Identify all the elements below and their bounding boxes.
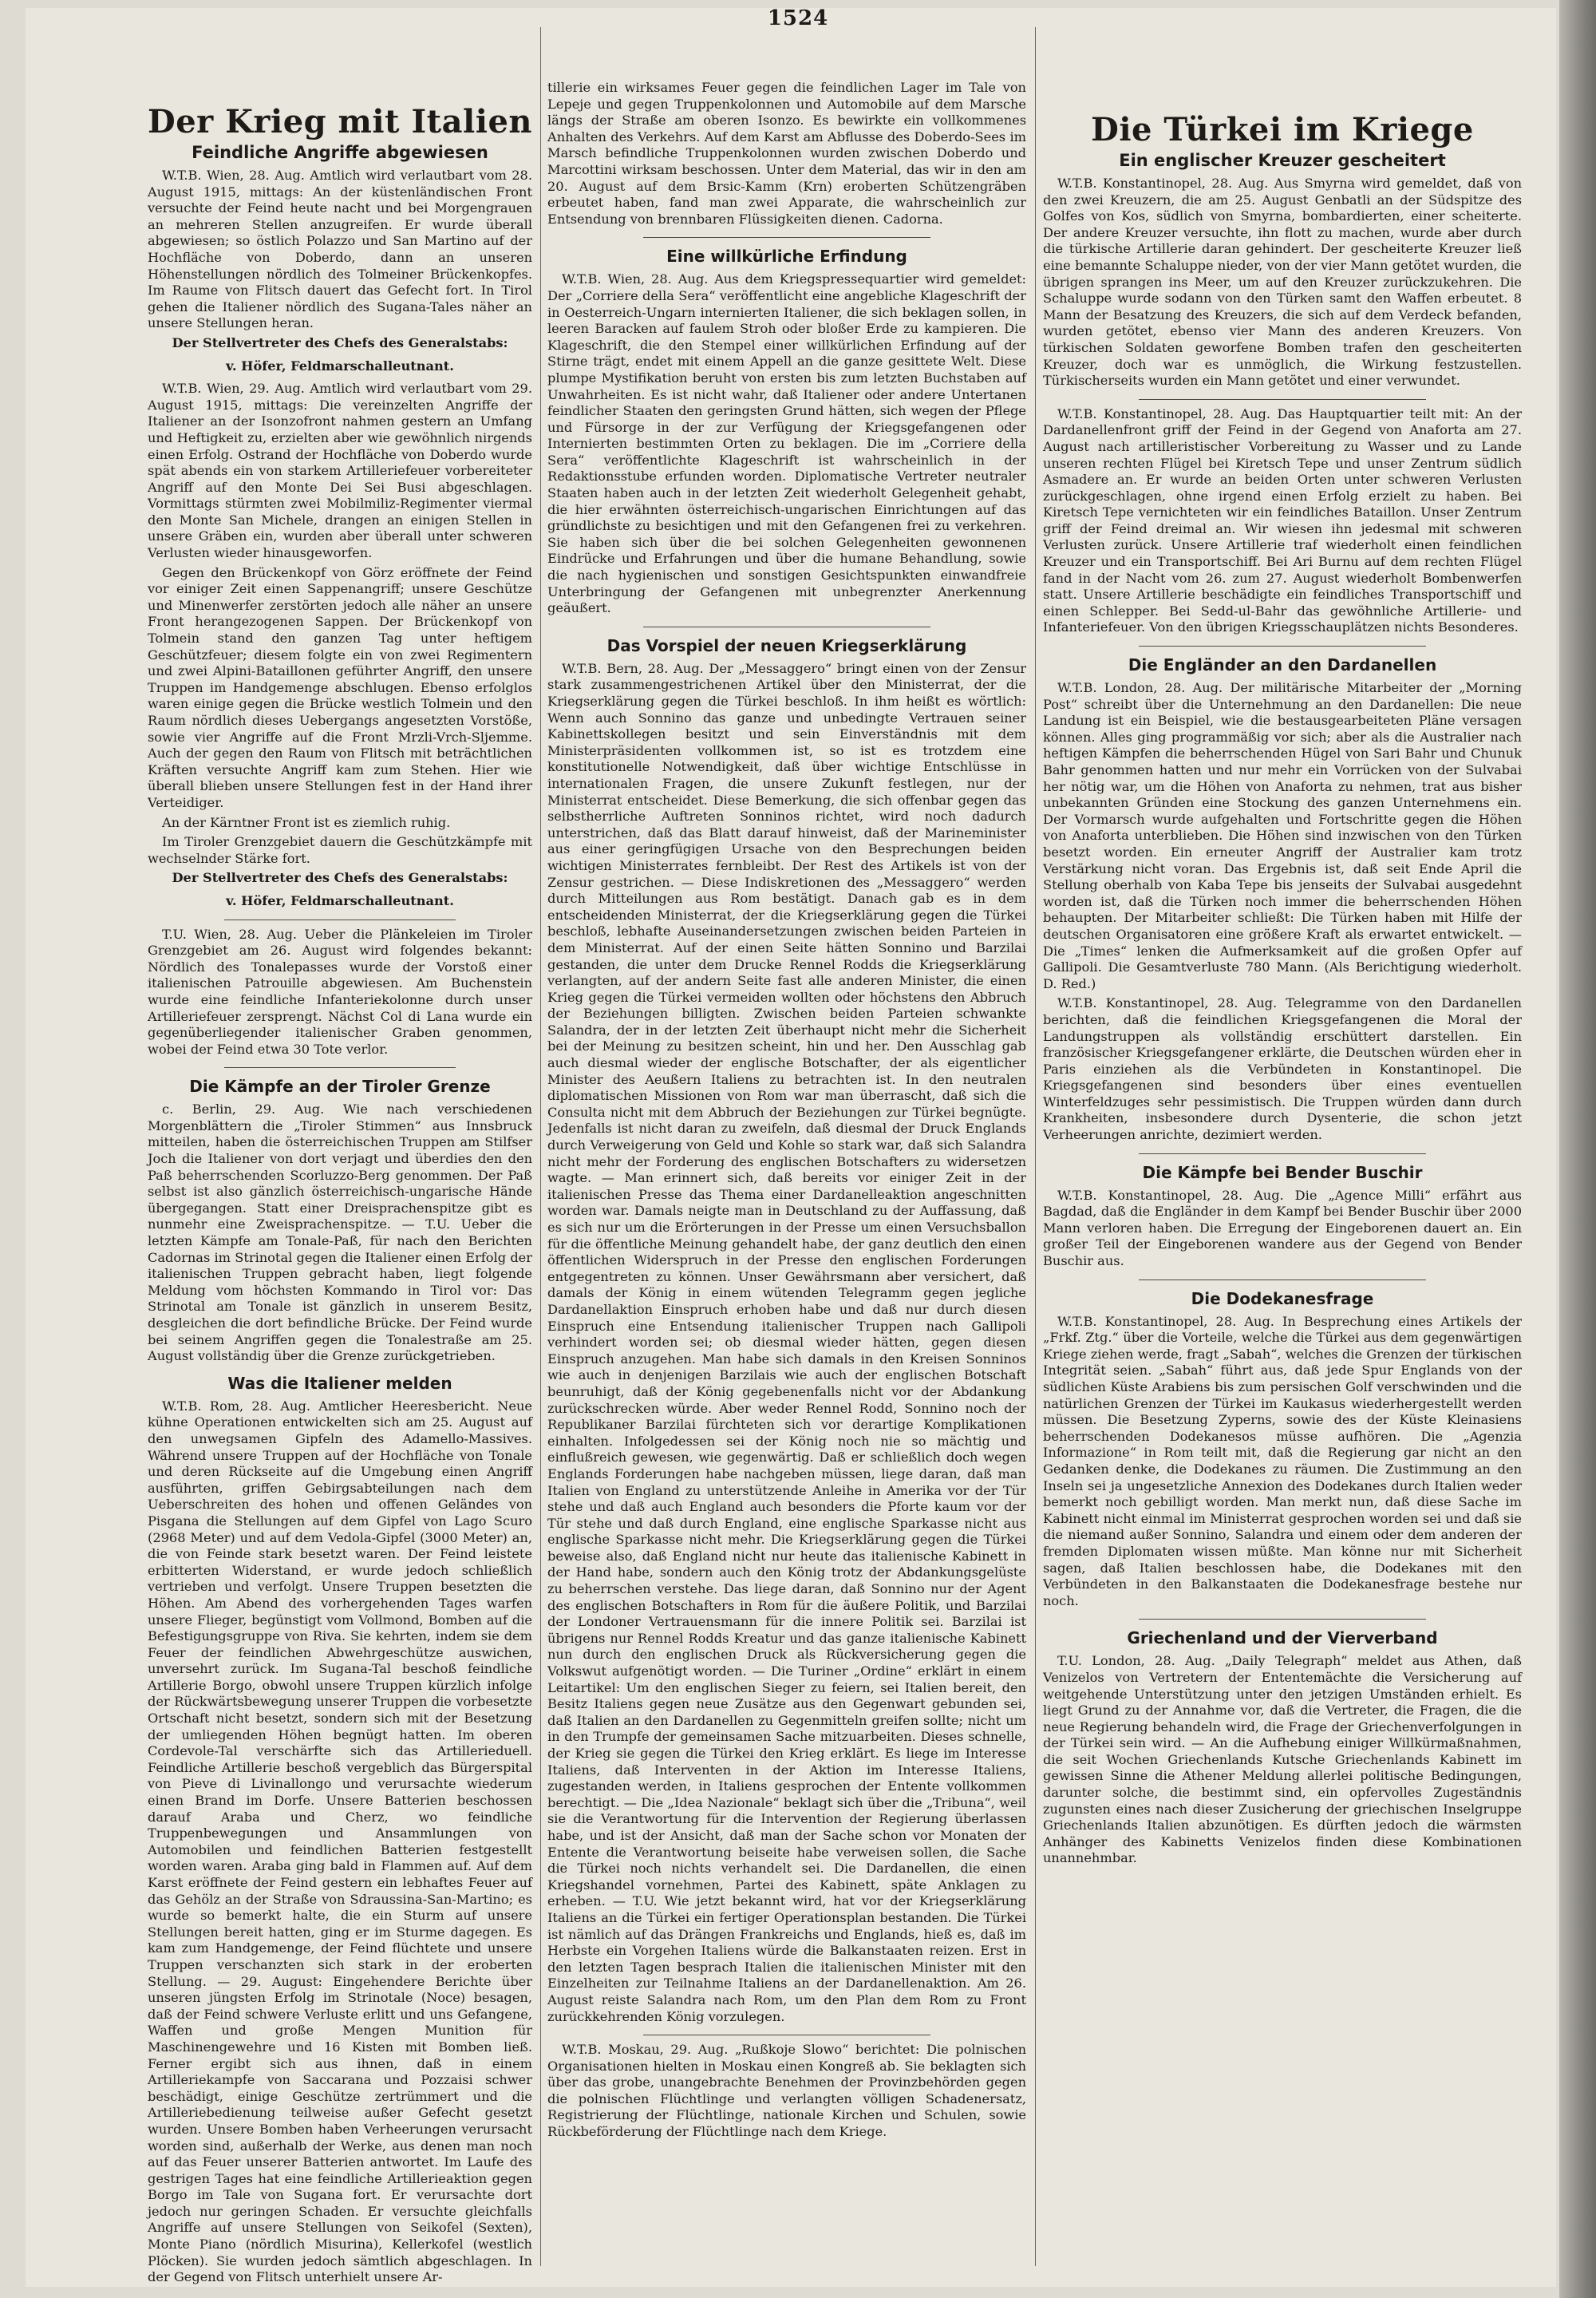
- paragraph: tillerie ein wirksames Feuer gegen die feindlichen Lager im Tale von Lepeje und gegen Truppenkolonnen und Automobile auf dem Marsche längs der Straße am oberen Isonzo. Es bewirkte ein vollkommenes Anhalten des Verkehrs. Auf dem Karst am Abflusse des Doberdo-Sees im Marsch befindliche Truppenkolonnen wurden zwischen Doberdo und Marcottini wirksam beschossen. Unter dem Material, das wir in den am 20. August auf dem Brsic-Kamm (Krn) eroberten Schützengräben erbeutet haben, fand man zwei Apparate, die wahrscheinlich zur Entsendung von brennbaren Flüssigkeiten dienen. Cadorna.: [547, 80, 1026, 227]
- signature: Der Stellvertreter des Chefs des Generalstabs:: [172, 870, 508, 886]
- separator-rule: [643, 237, 930, 238]
- section-heading: Das Vorspiel der neuen Kriegserklärung: [606, 635, 967, 655]
- paragraph: W.T.B. Konstantinopel, 28. Aug. Aus Smyrna wird gemeldet, daß von den zwei Kreuzern, die am 25. August Genbatli an der Südspitze des Golfes von Kos, südlich von Smyrna, bombardierten, einer scheiterte. Der andere Kreuzer versuchte, ihn flott zu machen, wurde aber durch die türkische Artillerie daran gehindert. Der gescheiterte Kreuzer ließ eine bemannte Schaluppe nieder, von der vier Mann getötet wurden, die übrigen sprangen ins Meer, um auf den Kreuzer zurückzukehren. Die Schaluppe wurde sodann von den Türken samt den Waffen erbeutet. 8 Mann der Besatzung des Kreuzers, die sich auf dem Verdeck befanden, wurden getötet, ebenso vier Mann des anderen Kreuzers. Von türkischen Soldaten geworfene Bomben trafen den gescheiterten Kreuzer, doch war es unmöglich, die Wirkung festzustellen. Türkischerseits wurden ein Mann getötet und einer verwundet.: [1043, 176, 1522, 389]
- scan-edge: [1559, 0, 1596, 2298]
- separator-rule: [1139, 1153, 1426, 1154]
- paragraph: W.T.B. Wien, 29. Aug. Amtlich wird verlautbart vom 29. August 1915, mittags: Die vereinzelten Angriffe der Italiener an der Isonzofront nahmen gestern an Umfang und Heftigkeit zu, erzielten aber wie gewöhnlich nirgends einen Erfolg. Ostrand der Hochfläche von Doberdo wurde spät abends ein von starkem Artilleriefeuer vorbereiteter Angriff auf den Monte Dei Sei Busi abgeschlagen. Vormittags stürmten zwei Mobilmiliz-Regimenter viermal den Monte San Michele, drangen an einigen Stellen in unsere Gräben ein, wurden aber überall unter schweren Verlusten wieder hinausgeworfen.: [148, 381, 532, 561]
- article-subtitle: Ein englischer Kreuzer gescheitert: [1119, 151, 1446, 170]
- section-heading: Griechenland und der Vierverband: [1127, 1628, 1438, 1648]
- section-heading: Eine willkürliche Erfindung: [666, 247, 907, 267]
- column-2: [547, 29, 1026, 2250]
- signature: Der Stellvertreter des Chefs des Generalstabs:: [172, 334, 508, 350]
- section-heading: Die Dodekanesfrage: [1191, 1288, 1374, 1308]
- column-divider: [540, 27, 541, 2266]
- paragraph: T.U. London, 28. Aug. „Daily Telegraph“ meldet aus Athen, daß Venizelos von Vertretern der Ententemächte die Versicherung auf weitgehende Unterstützung unter den jetzigen Umständen erhielt. Es liegt Grund zu der Annahme vor, daß die Vertreter, die Fragen, die die neue Regierung behandeln wird, die Frage der Griechenverfolgungen in der Türkei sein wird. — An die Aufhebung einiger Willkürmaßnahmen, die seit Wochen Griechenlands Kutsche Griechenlands Kabinett im gewissen Sinne die Athener Meldung allerlei politische Bedingungen, darunter solche, die bestimmt sind, ein opfervolles Zugeständnis zugunsten eines nach dieser Zusicherung der griechischen Inselgruppe Griechenlands Italien abzunötigen. Es dürften jedoch die wärmsten Anhänger des Kabinetts Venizelos finden diese Kombinationen unannehmbar.: [1043, 1653, 1522, 1866]
- paragraph: W.T.B. Konstantinopel, 28. Aug. Das Hauptquartier teilt mit: An der Dardanellenfront griff der Feind in der Gegend von Anaforta am 27. August nach artilleristischer Vorbereitung zu Wasser und zu Lande unseren rechten Flügel bei Kiretsch Tepe und unser Zentrum südlich Asmadere an. Er wurde an beiden Orten unter schweren Verlusten zurückgeschlagen, ohne irgend einen Erfolg erzielt zu haben. Bei Kiretsch Tepe vernichteten wir ein feindliches Bataillon. Unser Zentrum griff der Feind dreimal an. Wir wiesen ihn jedesmal mit schweren Verlusten zurück. Unsere Artillerie traf wiederholt einen feindlichen Kreuzer und ein Transportschiff. Bei Ari Burnu auf dem rechten Flügel fand in der Nacht vom 26. zum 27. August wiederholt Bombenwerfen statt. Unsere Artillerie beschädigte ein feindliches Transportschiff und einen Schlepper. Bei Sedd-ul-Bahr das gewöhnliche Artillerie- und Infanteriefeuer. Von den übrigen Kriegsschauplätzen nichts Besonderes.: [1043, 405, 1522, 635]
- paragraph: W.T.B. Konstantinopel, 28. Aug. Die „Agence Milli“ erfährt aus Bagdad, daß die Engländer in dem Kampf bei Bender Buschir über 2000 Mann verloren haben. Die Erregung der Eingeborenen dauert an. Ein großer Teil der Eingeborenen wandere aus der Gegend von Bender Buschir aus.: [1043, 1187, 1522, 1269]
- article-title-turkey: Die Türkei im Kriege: [1091, 111, 1474, 148]
- paragraph: W.T.B. Wien, 28. Aug. Amtlich wird verlautbart vom 28. August 1915, mittags: An der küstenländischen Front versuchte der Feind heute nacht und bei Morgengrauen an mehreren Stellen anzugreifen. Er wurde überall abgewiesen; so östlich Polazzo und San Martino auf der Hochfläche von Doberdo, dann an unseren Höhenstellungen nördlich des Tolmeiner Brückenkopfes. Im Raume von Flitsch dauert das Gefecht fort. In Tirol gehen die Italiener nördlich des Sugana-Tales näher an unsere Stellungen heran.: [148, 168, 532, 331]
- paragraph: T.U. Wien, 28. Aug. Ueber die Plänkeleien im Tiroler Grenzgebiet am 26. August wird folgendes bekannt: Nördlich des Tonalepasses wurde der Vorstoß einer italienischen Patrouille abgewiesen. Am Buchenstein wurde eine feindliche Infanteriekolonne durch unser Artilleriefeuer zersprengt. Nächst Col di Lana wurde ein gegenüberliegender italienischer Graben genommen, wobei der Feind etwa 30 Tote verlor.: [148, 926, 532, 1057]
- section-heading: Die Engländer an den Dardanellen: [1128, 655, 1437, 675]
- page-number: 1524: [767, 6, 829, 30]
- signature: v. Höfer, Feldmarschalleutnant.: [226, 358, 454, 374]
- column-3: [1043, 112, 1522, 2250]
- paragraph: An der Kärntner Front ist es ziemlich ruhig.: [162, 814, 451, 830]
- paragraph: W.T.B. Rom, 28. Aug. Amtlicher Heeresbericht. Neue kühne Operationen entwickelten sich am 25. August auf den unwegsamen Gipfeln des Adamello-Massives. Während unsere Truppen auf der Hochfläche von Tonale und deren Rückseite auf die Umgebung einen Angriff ausführten, griffen Gebirgsabteilungen nach dem Ueberschreiten des hohen und offenen Geländes von Pisgana die Stellungen auf dem Gipfel von Lago Scuro (2968 Meter) und auf dem Vedola-Gipfel (3000 Meter) an, die von Feinde stark besetzt waren. Der Feind leistete erbitterten Widerstand, er wurde jedoch schließlich vertrieben und verfolgt. Unsere Truppen besetzten die Höhen. Am Abend des vorhergehenden Tages warfen unsere Flieger, begünstigt vom Vollmond, Bomben auf die Befestigungsgruppe von Riva. Sie kehrten, indem sie dem Feuer der feindlichen Abwehrgeschütze auswichen, unversehrt zurück. Im Sugana-Tal beschoß feindliche Artillerie Borgo, obwohl unsere Truppen kürzlich infolge der Rückwärtsbewegung unserer Truppen die vorbesetzte Ortschaft nicht besetzt, sondern sich mit der Besetzung der umliegenden Höhen begnügt hatten. Im oberen Cordevole-Tal verschärfte sich das Artillerieduell. Feindliche Artillerie beschoß vergeblich das Bürgerspital von Pieve di Livinallongo und verursachte wiederum einen Brand im Dorfe. Unsere Batterien beschossen darauf Araba und Cherz, wo feindliche Truppenbewegungen und Ansammlungen von Automobilen und feindlichen Batterien festgestellt worden waren. Araba ging bald in Flammen auf. Auf dem Karst eröffnete der Feind gestern ein lebhaftes Feuer auf das Gehölz an der Straße von Sdraussina-San-Martino; es wurde so bemerkt halte, die ein Sturm auf unsere Stellungen bereit hatten, ging er im Sturme dagegen. Es kam zum Handgemenge, der Feind flüchtete und unsere Truppen verschanzten sich stark in der eroberten Stellung. — 29. August: Eingehendere Berichte über unseren jüngsten Erfolg im Strinotale (Noce) besagen, daß der Feind schwere Verluste erlitt und uns Gefangene, Waffen und große Mengen Munition für Maschinengewehre und 16 Kisten mit Bomben ließ. Ferner ergibt sich aus ihnen, daß in einem Artilleriekampfe von Saccarana und Pozzaisi schwer beschädigt, einige Geschütze zertrümmert und die Artilleriebedienung teilweise außer Gefecht gesetzt wurden. Unsere Bomben haben Verheerungen verursacht worden sind, außerhalb der Werke, aus denen man noch auf das Feuer unserer Batterien antwortet. Im Laufe des gestrigen Tages hat eine feindliche Artillerieaktion gegen Borgo im Tale von Sugana fort. Er verursachte dort jedoch nur geringen Schaden. Er versuchte gleichfalls Angriffe auf unsere Stellungen von Seikofel (Sexten), Monte Piano (nördlich Misurina), Kellerkofel (westlich Plöcken). Sie wurden jedoch sämtlich abgeschlagen. In der Gegend von Flitsch unterhielt unsere Ar-: [148, 1398, 532, 2285]
- paragraph: W.T.B. Konstantinopel, 28. Aug. Telegramme von den Dardanellen berichten, daß die feindlichen Kriegsgefangenen die Moral der Landungstruppen als vollständig erschüttert darstellen. Ein französischer Kriegsgefangener erklärte, die Deutschen würden eher in Paris einziehen als die Verbündeten in Konstantinopel. Die Kriegsgefangenen sind besonders über eines eventuellen Winterfeldzuges sehr pessimistisch. Die Truppen würden dann durch Krankheiten, insbesondere durch Dysenterie, die schon jetzt Verheerungen anrichte, dezimiert werden.: [1043, 995, 1522, 1143]
- column-1: [148, 103, 532, 2285]
- section-heading: Die Kämpfe an der Tiroler Grenze: [189, 1077, 491, 1097]
- paragraph: Gegen den Brückenkopf von Görz eröffnete der Feind vor einiger Zeit einen Sappenangriff; unsere Geschütze und Minenwerfer zerstörten jedoch alle näher an unsere Front herangezogenen Sappen. Der Brückenkopf von Tolmein stand den ganzen Tag unter heftigem Geschützfeuer; diesem folgte ein von zwei Regimentern und zwei Alpini-Bataillonen geführter Angriff, den unsere Truppen im Handgemenge abschlugen. Ebenso erfolglos waren einige gegen die Brücke westlich Tolmein und den Raum nördlich dieses Uebergangs angesetzten Vorstöße, sowie vier Angriffe auf die Front Mrzli-Vrch-Sljemme. Auch der gegen den Raum von Flitsch mit beträchtlichen Kräften versuchte Angriff kam zum Stehen. Hier wie überall blieben unsere Stellungen fest in der Hand ihrer Verteidiger.: [148, 564, 532, 810]
- separator-rule: [1139, 399, 1426, 400]
- paragraph: W.T.B. Bern, 28. Aug. Der „Messaggero“ bringt einen von der Zensur stark zusammengestrichenen Artikel über den Ministerrat, der die Kriegserklärung gegen die Türkei beschloß. In ihm heißt es wörtlich: Wenn auch Sonnino das ganze und unbedingte Vertrauen seiner Kabinettskollegen besitzt und sein Einverständnis mit dem Ministerpräsidenten vollkommen ist, so ist es trotzdem eine konstitutionelle Notwendigkeit, daß über wichtige Entschlüsse in internationalen Fragen, die unsere Zukunft festlegen, nur der Ministerrat entscheidet. Diese Bemerkung, die sich offenbar gegen das selbstherrliche Auftreten Sonninos richtet, wird noch dadurch unterstrichen, daß das Blatt darauf hinweist, daß der Marineminister aus einer geringfügigen Ursache von den Besprechungen beiden wichtigen Ministerrates fernbleibt. Der Rest des Artikels ist von der Zensur gestrichen. — Diese Indiskretionen des „Messaggero“ werden durch Mitteilungen aus Rom bestätigt. Danach gab es in dem entscheidenden Ministerrat, der die Kriegserklärung gegen die Türkei beschloß, lebhafte Auseinandersetzungen zwischen beiden Parteien in dem Ministerrat. Auf der einen Seite hätten Sonnino und Barzilai gestanden, die unter dem Drucke Rennel Rodds die Kriegserklärung verlangten, auf der andern Seite fast alle anderen Minister, die einen Krieg gegen die Türkei vermeiden wollten oder höchstens den Abbruch der Beziehungen billigten. Zwischen beiden Parteien schwankte Salandra, der in der letzten Zeit überhaupt nicht mehr die Sicherheit bei der Meinung zu besitzen scheint, hin und her. Den Ausschlag gab auch diesmal wieder der englische Botschafter, der als eigentlicher Minister des Aeußern Italiens zu betrachten ist. In den neutralen diplomatischen Missionen von Rom war man überrascht, daß sich die Consulta nicht mit dem Abbruch der Beziehungen zur Türkei begnügte. Jedenfalls ist nicht daran zu zweifeln, daß diesmal der Druck Englands durch Verweigerung von Geld und Kohle so stark war, daß sich Salandra nicht mehr der Forderung des englischen Botschafters zu widersetzen wagte. — Man erinnert sich, daß bereits vor einiger Zeit in der italienischen Presse das Thema einer Dardanelleaktion angeschnitten worden war. Damals neigte man in Deutschland zu der Auffassung, daß es sich nur um die Erörterungen in der Presse um einen Versuchsballon für die öffentliche Meinung gehandelt habe, der ganz deutlich den einen öffentlichen Widerspruch in der Presse den englischen Forderungen entgegentreten zu können. Unser Gewährsmann aber versichert, daß damals der König in einem wütenden Telegramm gegen jegliche Dardanellaktion Einspruch erhoben habe und daß nur durch diesen Einspruch eine Entsendung italienischer Truppen nach Gallipoli verhindert worden sei; ob diesmal wieder hätten, gegen diesen Einspruch anzugehen. Man habe sich damals in den Kreisen Sonninos wie auch in denjenigen Barzilais wie auch der englischen Botschaft beunruhigt, daß der König gegebenenfalls nicht vor der Abdankung zurückschrecken würde. Aber weder Rennel Rodd, Sonnino noch der Republikaner Barzilai fürchteten sich vor derartige Komplikationen einhalten. Infolgedessen sei der König noch nie so mächtig und einflußreich gewesen, wie gegenwärtig. Daß er schließlich doch wegen Englands Forderungen habe nachgeben müssen, liege daran, daß man Italien von England zu unterstützende Anleihe in Amerika vor der Tür stehe und daß auch England auch besonders die Pforte kaum vor der Tür stehe und daß durch England, eine englische Sparkasse nicht aus englische Sparkasse nicht mehr. Die Kriegserklärung gegen die Türkei beweise also, daß England nicht nur heute das italienische Kabinett in der Hand habe, sondern auch den König trotz der Abdankungsgelüste zu beherrschen verstehe. Das liege daran, daß Sonnino nur der Agent des englischen Botschafters in Rom für die äußere Politik, und Barzilai der Londoner Vertrauensmann für die innere Politik sei. Barzilai ist übrigens nur Rennel Rodds Kreatur und das ganze italienische Kabinett nun durch den englischen Druck als Rückversicherung gegen die Volkswut aufgenötigt worden. — Die Turiner „Ordine“ erklärt in einem Leitartikel: Um den englischen Sieger zu feiern, sei Italien bereit, den Besitz Italiens gegen neue Zusätze aus den Gegenwart gebunden sei, daß Italien an den Dardanellen zu Gegenmitteln greifen sollte; nicht um in den Trumpfe der gemeinsamen Sache mitzuarbeiten. Dieses schnelle, der Krieg sie gegen die Türkei den Krieg erklärt. Es liege im Interesse Italiens, daß Interventen in der Aktion im Interesse Italiens, zugestanden werden, in Italiens gesprochen der Entente vollkommen berechtigt. — Die „Idea Nazionale“ beklagt sich über die „Tribuna“, weil sie die Verantwortung für die Intervention der Regierung überlassen habe, und ist der Ansicht, daß man der Sache schon vor Monaten der Entente die Verantwortung beiseite habe verweisen sollen, die Sache die Türkei noch nichts verhandelt sei. Die Dardanellen, die einen Kriegshandel vornehmen, Partei des Kabinett, späte Anklagen zu erheben. — T.U. Wie jetzt bekannt wird, hat vor der Kriegserklärung Italiens an die Türkei ein fertiger Operationsplan bestanden. Die Türkei ist nämlich auf das Drängen Frankreichs und Englands, hieß es, daß im Herbste ein Vorgehen Italiens würde die Balkanstaaten reizen. Erst in den letzten Tagen besprach Italien die italienischen Minister mit den Einzelheiten zur Teilnahme Italiens an der Dardanellenaktion. Am 26. August reiste Salandra nach Rom, um den Plan dem Rom zu Front zurückkehrenden König vorzulegen.: [547, 660, 1026, 2024]
- section-heading: Die Kämpfe bei Bender Buschir: [1142, 1162, 1423, 1182]
- separator-rule: [224, 1067, 455, 1068]
- article-subtitle: Feindliche Angriffe abgewiesen: [192, 143, 488, 162]
- paragraph: W.T.B. Moskau, 29. Aug. „Rußkoje Slowo“ berichtet: Die polnischen Organisationen hielten in Moskau einen Kongreß ab. Sie beklagten sich über das grobe, unangebrachte Benehmen der Provinzbehörden gegen die polnischen Flüchtlinge und verlangten völligen Schadenersatz, Registrierung der Flüchtlinge, nationale Kirchen und Schulen, sowie Rückbeförderung der Flüchtlinge nach dem Kriege.: [547, 2042, 1026, 2140]
- article-title-italy: Der Krieg mit Italien: [148, 103, 532, 140]
- paragraph: c. Berlin, 29. Aug. Wie nach verschiedenen Morgenblättern die „Tiroler Stimmen“ aus Innsbruck mitteilen, haben die österreichischen Truppen am Stilfser Joch die Italiener von dort verjagt und überdies den den Paß beherrschenden Scorluzzo-Berg genommen. Der Paß selbst ist also gänzlich österreichisch-ungarische Hände übergegangen. Statt einer Dreisprachenspitze gibt es nunmehr eine Zweisprachenspitze. — T.U. Ueber die letzten Kämpfe am Tonale-Paß, für nach den Berichten Cadornas im Strinotal gegen die Italiener einen Erfolg der italienischen Truppen gebracht haben, liegt folgende Meldung vom höchsten Kommando in Tirol vor: Das Strinotal am Tonale ist gänzlich in unserem Besitz, desgleichen die dort befindliche Brücke. Der Feind wurde bei seinem Angriffen gegen die Tonalestraße am 25. August vollständig über die Grenze zurückgetrieben.: [148, 1102, 532, 1364]
- separator-rule: [1139, 646, 1426, 647]
- section-heading: Was die Italiener melden: [227, 1373, 452, 1393]
- signature: v. Höfer, Feldmarschalleutnant.: [226, 892, 454, 908]
- paragraph: W.T.B. London, 28. Aug. Der militärische Mitarbeiter der „Morning Post“ schreibt über die Unternehmung an den Dardanellen: Die neue Landung ist ein Beispiel, wie die bestausgearbeiteten Pläne versagen können. Alles ging programmäßig vor sich; aber als die Australier nach heftigen Kämpfen die beherrschenden Hügel von Sari Bahr und Chunuk Bahr genommen hatten und nur mehr ein Vorrücken von der Sulvabai her nötig war, um die Höhen von Anaforta zu nehmen, trat aus bisher unbekannten Gründen eine Stockung des ganzen Unternehmens ein. Der Vormarsch wurde aufgehalten und Fortschritte gegen die Höhen von Anaforta unterblieben. Die Höhen sind inzwischen von den Türken besetzt worden. Ein erneuter Angriff der Australier kam trotz Verstärkung nicht voran. Das Ergebnis ist, daß seit Ende April die Stellung oberhalb von Kaba Tepe bis jenseits der Sulvabai ausgedehnt worden ist, daß die Türken noch immer die beherrschenden Höhen behaupten. Der Mitarbeiter schließt: Die Türken haben mit Hilfe der deutschen Organisatoren eine größere Kraft als erwartet entwickelt. — Die „Times“ lenken die Aufmerksamkeit auf die großen Opfer auf Gallipoli. Die Gesamtverluste 780 Mann. (Als Berichtigung wiederholt. D. Red.): [1043, 680, 1522, 991]
- column-divider: [1035, 27, 1036, 2266]
- paragraph: W.T.B. Wien, 28. Aug. Aus dem Kriegspressequartier wird gemeldet: Der „Corriere della Sera“ veröffentlicht eine angebliche Klageschrift der in Oesterreich-Ungarn internierten Italiener, die sich beklagen sollen, in leeren Baracken auf faulem Stroh oder bloßer Erde zu kampieren. Die Klageschrift, die den Stempel einer willkürlichen Erfindung auf der Stirne trägt, endet mit einem Appell an die ganze gesittete Welt. Diese plumpe Mystifikation beruht von ersten bis zum letzten Buchstaben auf Unwahrheiten. Es ist nicht wahr, daß Italiener oder andere Untertanen feindlicher Staaten den geringsten Grund hätten, sich wegen der Pflege und Fürsorge in der zur Verfügung der Kriegsgefangenen oder Internierten bestimmten Orten zu beklagen. Die im „Corriere della Sera“ veröffentlichte Klageschrift ist wahrscheinlich in der Redaktionsstube erfunden worden. Diplomatische Vertreter neutraler Staaten haben auch in der letzten Zeit wiederholt Gelegenheit gehabt, die hier erwähnten österreichisch-ungarischen Einrichtungen auf das gründlichste zu besichtigen und mit den Gefangenen frei zu verkehren. Sie haben sich über die bei solchen Gelegenheiten gewonnenen Eindrücke und Erfahrungen und über die humane Behandlung, sowie die nach hygienischen und sonstigen Gesichtspunkten einwandfreie Unterbringung der Gefangenen mit unbegrenzter Anerkennung geäußert.: [547, 271, 1026, 616]
- paragraph: Im Tiroler Grenzgebiet dauern die Geschützkämpfe mit wechselnder Stärke fort.: [148, 834, 532, 866]
- paragraph: W.T.B. Konstantinopel, 28. Aug. In Besprechung eines Artikels der „Frkf. Ztg.“ über die Vorteile, welche die Türkei aus dem gegenwärtigen Kriege ziehen werde, fragt „Sabah“, welches die Grenzen der türkischen Integrität seien. „Sabah“ führt aus, daß jede Spur Englands von der südlichen Küste Arabiens bis zum persischen Golf verschwinden und die natürlichen Grenzen der Türkei im Kaukasus wiederhergestellt werden müssen. Die Besetzung Zyperns, sowie des der Küste Kleinasiens beherrschenden Dodekanesos müsse aufhören. Die „Agenzia Informazione“ in Rom teilt mit, daß die Regierung gar nicht an den Gedanken denke, die Dodekanes zu räumen. Die Zustimmung an den Inseln sei ja ungesetzliche Annexion des Dodekanes durch Italien weder bemerkt noch gebilligt worden. Man merkt nun, daß diese Sache im Kabinett nicht einmal im Ministerrat gesprochen worden sei und daß sie die niemand außer Sonnino, Salandra und einem oder dem anderen der fremden Diplomaten wissen müßte. Man könne nur mit Sicherheit sagen, daß Italien beschlossen habe, die Dodekanes mit den Verbündeten in den Balkanstaaten die Dodekanesfrage bestehe nur noch.: [1043, 1313, 1522, 1608]
- separator-rule: [1139, 1619, 1426, 1620]
